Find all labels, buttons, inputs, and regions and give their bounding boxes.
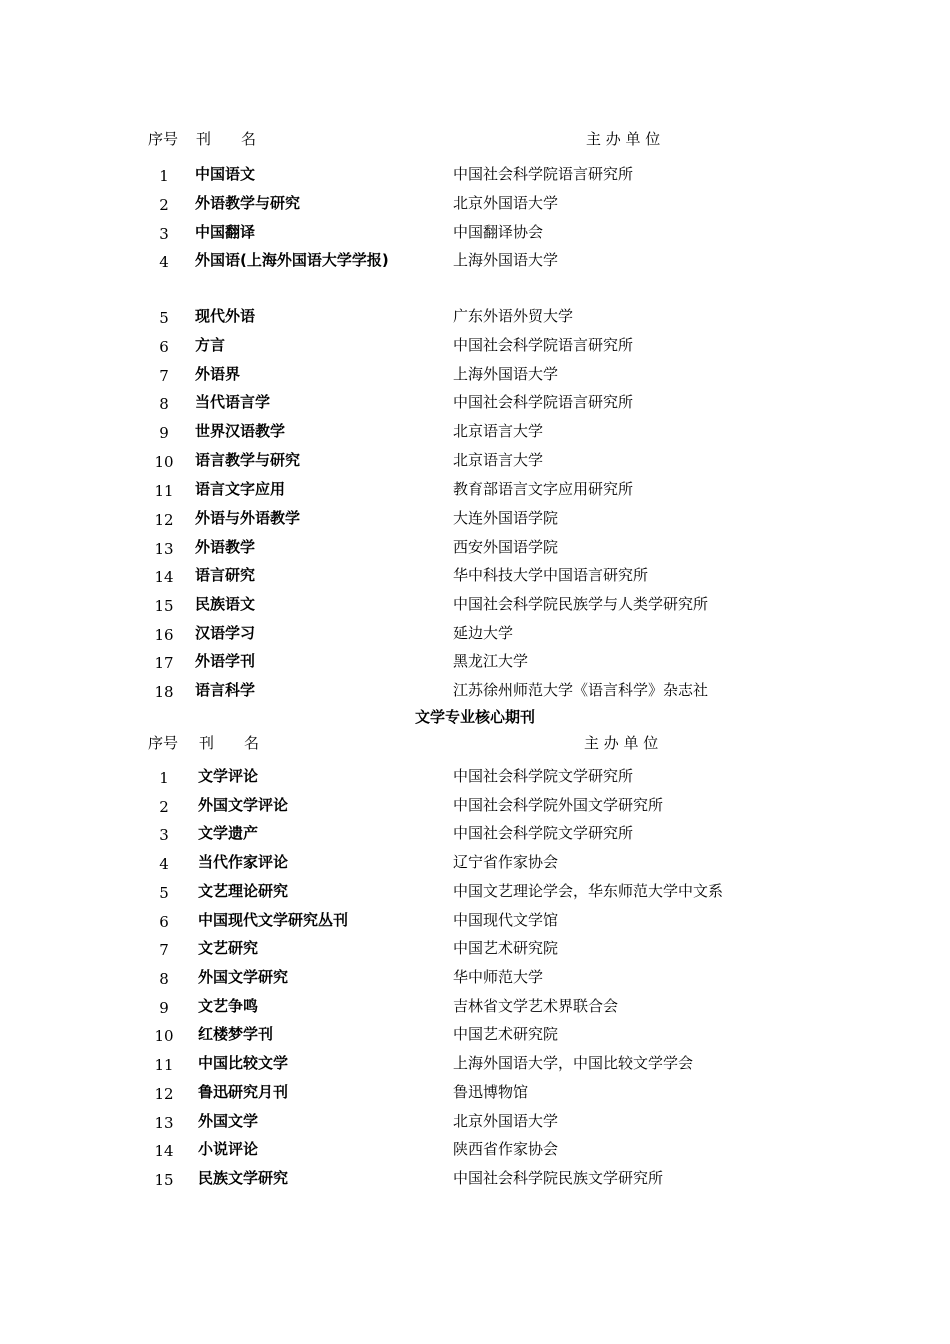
row-number: 13 [154,1114,174,1132]
sponsor-organization: 黑龙江大学 [453,652,529,670]
row-number: 11 [154,482,174,500]
row-number: 2 [159,196,169,214]
row-number: 17 [154,654,174,672]
row-number: 8 [159,395,169,413]
journal-title: 文艺争鸣 [198,997,259,1015]
sponsor-organization: 中国社会科学院民族文学研究所 [453,1169,664,1187]
table-row [0,621,950,649]
journal-title: 鲁迅研究月刊 [198,1083,289,1101]
journal-title: 语言研究 [195,566,256,584]
table-row [0,1080,950,1108]
table-row [0,649,950,677]
journal-title: 当代作家评论 [198,853,289,871]
row-number: 13 [154,540,174,558]
sponsor-organization: 北京语言大学 [453,451,544,469]
journal-title: 小说评论 [198,1140,259,1158]
journal-title: 文学遗产 [198,824,259,842]
sponsor-organization: 中国社会科学院文学研究所 [453,824,634,842]
journal-title: 外语学刊 [195,652,256,670]
row-number: 3 [159,826,169,844]
journal-title: 世界汉语教学 [195,422,286,440]
journal-title: 现代外语 [195,307,256,325]
table1-header-title: 刊 名 [196,130,257,148]
sponsor-organization: 陕西省作家协会 [453,1140,559,1158]
row-number: 4 [159,253,169,271]
table-row [0,936,950,964]
journal-title: 外国文学研究 [198,968,289,986]
row-number: 18 [154,683,174,701]
table-row [0,419,950,447]
row-number: 12 [154,1085,174,1103]
table-row [0,850,950,878]
table2-header-title: 刊 名 [199,734,260,752]
sponsor-organization: 上海外国语大学 [453,365,559,383]
journal-title: 外国文学评论 [198,796,289,814]
table-row [0,333,950,361]
sponsor-organization: 中国社会科学院语言研究所 [453,336,634,354]
table-row [0,477,950,505]
sponsor-organization: 华中科技大学中国语言研究所 [453,566,649,584]
sponsor-organization: 上海外国语大学，中国比较文学学会 [453,1054,694,1072]
table1-header-num: 序号 [148,130,179,148]
journal-title: 外语界 [195,365,241,383]
table-row [0,535,950,563]
journal-title: 中国翻译 [195,223,256,241]
journal-title: 外语教学 [195,538,256,556]
sponsor-organization: 大连外国语学院 [453,509,559,527]
row-number: 15 [154,1171,174,1189]
sponsor-organization: 中国社会科学院文学研究所 [453,767,634,785]
row-number: 9 [159,999,169,1017]
journal-title: 红楼梦学刊 [198,1025,274,1043]
table-row [0,304,950,332]
table-row [0,764,950,792]
sponsor-organization: 中国翻译协会 [453,223,544,241]
journal-title: 外国文学 [198,1112,259,1130]
row-number: 7 [159,941,169,959]
journal-title: 中国语文 [195,165,256,183]
sponsor-organization: 西安外国语学院 [453,538,559,556]
sponsor-organization: 中国社会科学院外国文学研究所 [453,796,664,814]
journal-title: 文学评论 [198,767,259,785]
table-row [0,1137,950,1165]
row-number: 12 [154,511,174,529]
table-row [0,162,950,190]
sponsor-organization: 北京外国语大学 [453,1112,559,1130]
table1-header-org: 主 办 单 位 [586,130,661,148]
sponsor-organization: 广东外语外贸大学 [453,307,574,325]
row-number: 10 [154,453,174,471]
journal-title: 文艺理论研究 [198,882,289,900]
sponsor-organization: 中国社会科学院民族学与人类学研究所 [453,595,709,613]
sponsor-organization: 中国文艺理论学会，华东师范大学中文系 [453,882,724,900]
table-row [0,821,950,849]
table-row [0,220,950,248]
journal-title: 方言 [195,336,226,354]
table-row [0,678,950,706]
journal-title: 语言科学 [195,681,256,699]
sponsor-organization: 北京语言大学 [453,422,544,440]
table-row [0,1166,950,1194]
journal-title: 汉语学习 [195,624,256,642]
journal-title: 外国语(上海外国语大学学报) [195,251,389,269]
table-row [0,965,950,993]
table-row [0,908,950,936]
table-row [0,563,950,591]
journal-title: 民族文学研究 [198,1169,289,1187]
row-number: 16 [154,626,174,644]
sponsor-organization: 华中师范大学 [453,968,544,986]
sponsor-organization: 鲁迅博物馆 [453,1083,529,1101]
table-row [0,879,950,907]
table-row [0,390,950,418]
table-row [0,248,950,276]
row-number: 15 [154,597,174,615]
journal-title: 中国比较文学 [198,1054,289,1072]
table-row [0,506,950,534]
sponsor-organization: 中国艺术研究院 [453,939,559,957]
row-number: 3 [159,225,169,243]
row-number: 2 [159,798,169,816]
sponsor-organization: 中国艺术研究院 [453,1025,559,1043]
sponsor-organization: 上海外国语大学 [453,251,559,269]
sponsor-organization: 辽宁省作家协会 [453,853,559,871]
row-number: 11 [154,1056,174,1074]
table-row [0,448,950,476]
sponsor-organization: 吉林省文学艺术界联合会 [453,997,619,1015]
row-number: 14 [154,568,174,586]
section-title: 文学专业核心期刊 [414,708,535,726]
table-row [0,1051,950,1079]
journal-title: 文艺研究 [198,939,259,957]
table2-header-org: 主 办 单 位 [584,734,659,752]
table-row [0,191,950,219]
journal-title: 外语教学与研究 [195,194,301,212]
table-row [0,1109,950,1137]
row-number: 4 [159,855,169,873]
sponsor-organization: 中国社会科学院语言研究所 [453,393,634,411]
table-row [0,592,950,620]
row-number: 1 [159,167,169,185]
table2-header-num: 序号 [148,734,179,752]
row-number: 6 [159,913,169,931]
row-number: 14 [154,1142,174,1160]
sponsor-organization: 中国社会科学院语言研究所 [453,165,634,183]
journal-title: 民族语文 [195,595,256,613]
journal-title: 语言教学与研究 [195,451,301,469]
table-row [0,994,950,1022]
table-row [0,793,950,821]
row-number: 8 [159,970,169,988]
row-number: 5 [159,309,169,327]
sponsor-organization: 教育部语言文字应用研究所 [453,480,634,498]
journal-title: 外语与外语教学 [195,509,301,527]
row-number: 10 [154,1027,174,1045]
table-row [0,362,950,390]
row-number: 9 [159,424,169,442]
row-number: 1 [159,769,169,787]
sponsor-organization: 中国现代文学馆 [453,911,559,929]
sponsor-organization: 延边大学 [453,624,514,642]
sponsor-organization: 江苏徐州师范大学《语言科学》杂志社 [453,681,709,699]
row-number: 5 [159,884,169,902]
journal-title: 中国现代文学研究丛刊 [198,911,349,929]
journal-title: 语言文字应用 [195,480,286,498]
sponsor-organization: 北京外国语大学 [453,194,559,212]
journal-title: 当代语言学 [195,393,271,411]
row-number: 7 [159,367,169,385]
table-row [0,1022,950,1050]
row-number: 6 [159,338,169,356]
